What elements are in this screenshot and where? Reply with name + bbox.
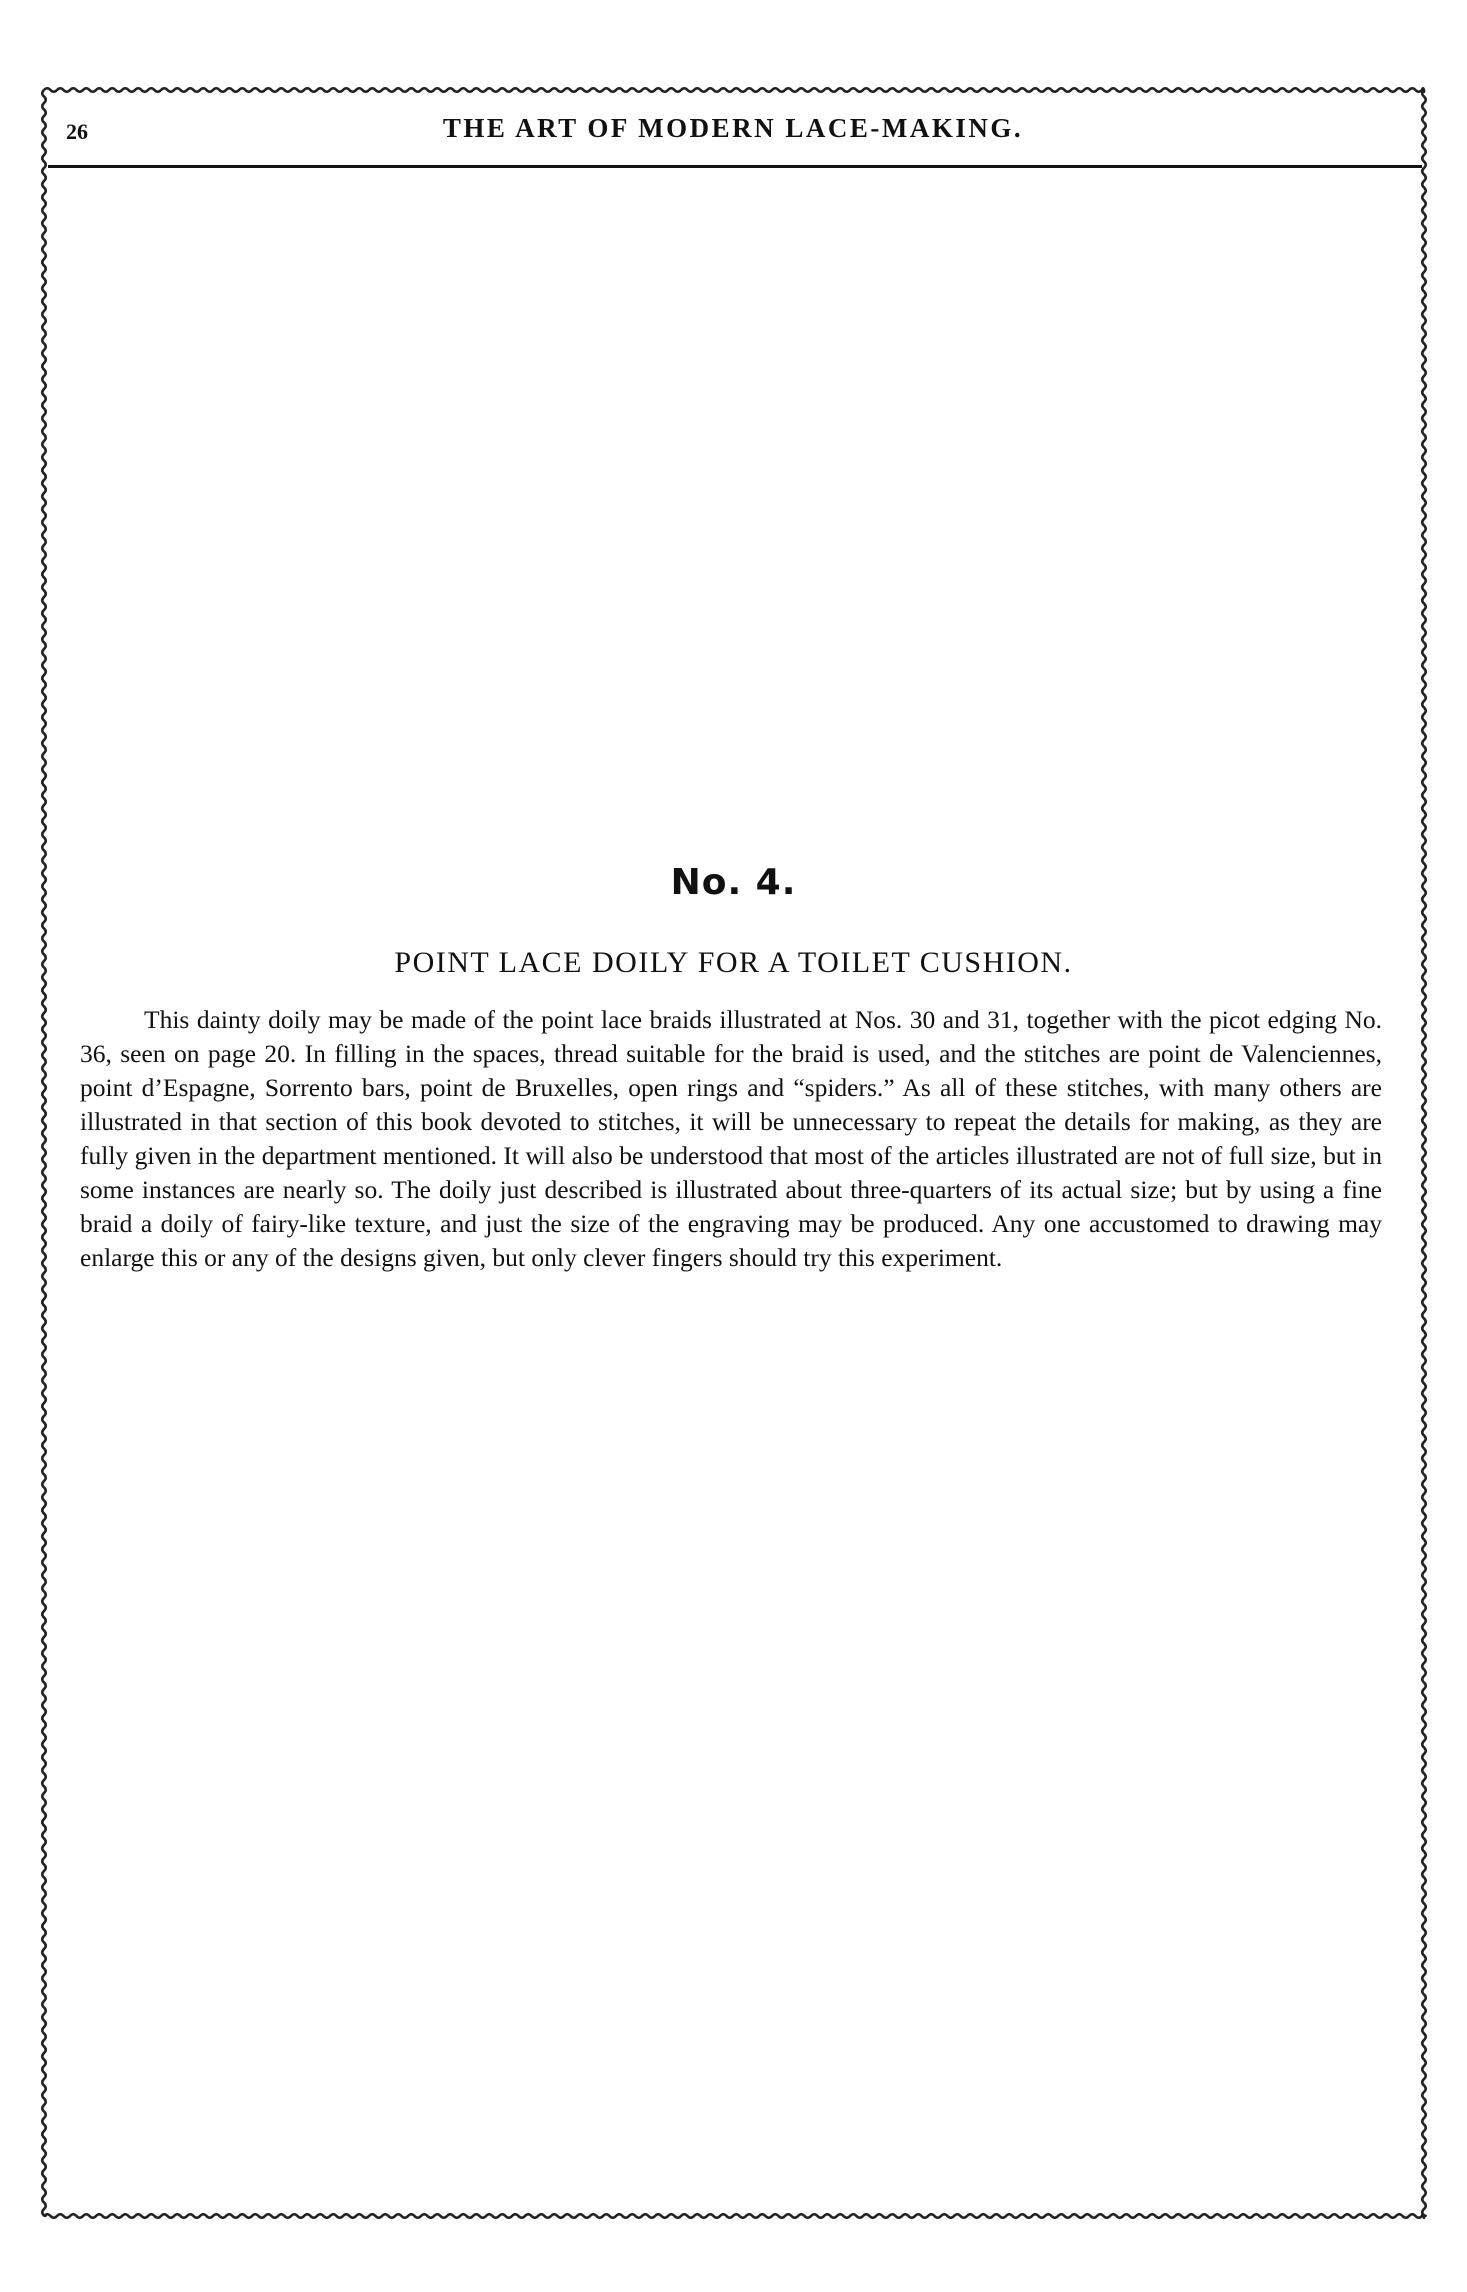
header-rule [48,165,1422,168]
running-head [48,113,1418,153]
border-bottom-edge [44,2214,1424,2218]
section-number: No. 4. [670,862,797,903]
border-right-edge [1422,90,1426,2216]
page-number: 26 [66,119,88,144]
body-paragraph: This dainty doily may be made of the point lace braids illustrated at Nos. 30 and 31, together with the picot edging No. 36, seen on page 20. In filling in the spaces, thread suitable for the braid is used, and the stitches are point de Valenciennes, point d’Espagne, Sorrento bars, point de Bruxelles, open rings and “spiders.” As all of these stitches, with many others are illustrated in that section of this book devoted to stitches, it will be unnecessary to repeat the details for making, as they are fully given in the department mentioned. It will also be understood that most of the articles illustrated are not of full size, but in some instances are nearly so. The doily just described is illustrated about three-quarters of its actual size; but by using a fine braid a doily of fairy-like texture, and just the size of the engraving may be produced. Any one accustomed to drawing may enlarge this or any of the designs given, but only clever fingers should try this experiment. [80,1005,1382,1272]
border-top-edge [44,88,1424,92]
section-title: POINT LACE DOILY FOR A TOILET CUSHION. [394,946,1073,979]
book-title: THE ART OF MODERN LACE-MAKING. [442,113,1024,143]
border-left-edge [42,90,46,2216]
